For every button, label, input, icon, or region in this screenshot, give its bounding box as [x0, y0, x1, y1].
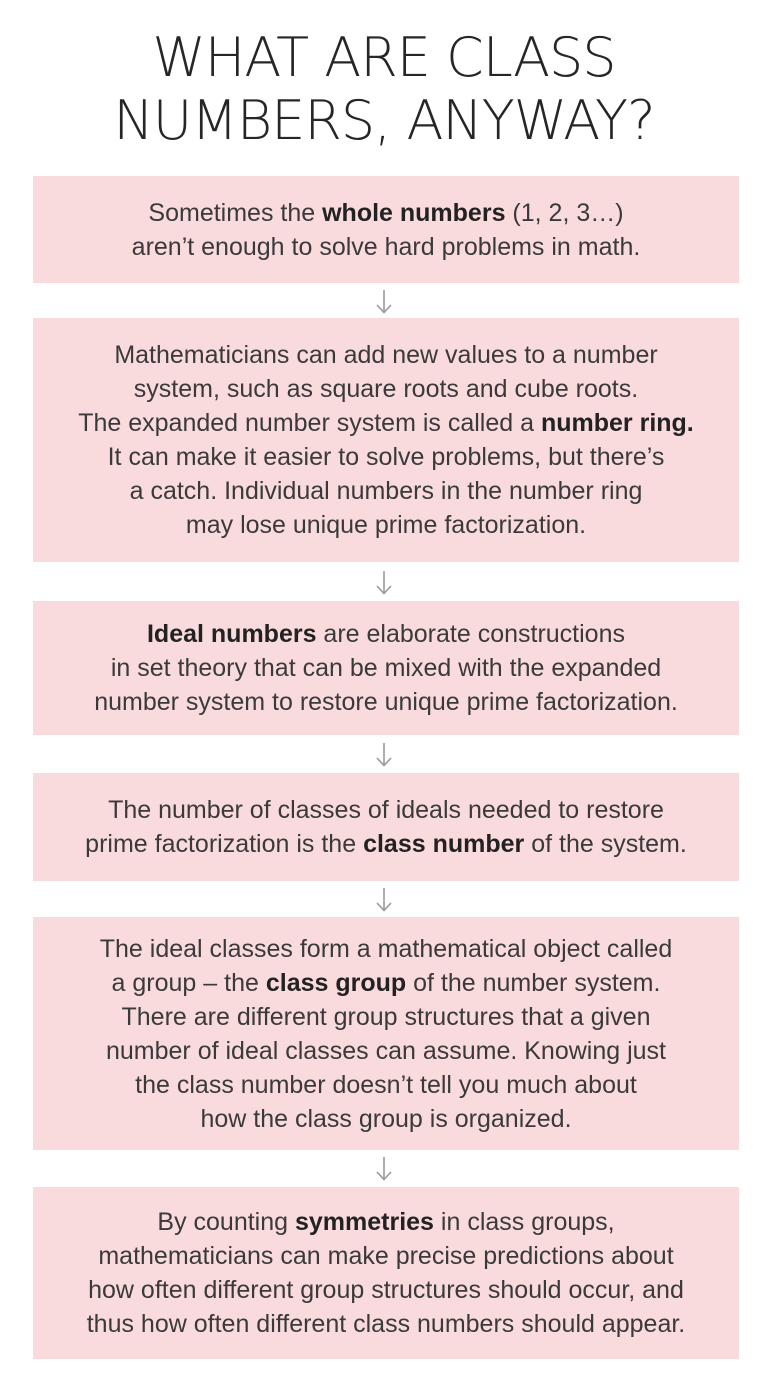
- key-term: class number: [363, 830, 525, 858]
- step-box-number-ring: [33, 318, 739, 562]
- step-text-line: [94, 685, 678, 719]
- step-box-whole-numbers: [33, 176, 739, 283]
- text-run: There are different group structures that a given: [121, 1002, 651, 1031]
- text-run: a catch. Individual numbers in the number ring: [129, 477, 643, 505]
- down-arrow-icon: [374, 289, 394, 315]
- step-text-line: [106, 1034, 666, 1068]
- step-text-line: [100, 932, 673, 966]
- step-text-line: [121, 1000, 650, 1034]
- text-run: The ideal classes form a mathematical object called: [99, 934, 673, 963]
- text-run: are elaborate constructions: [316, 620, 625, 648]
- text-run: number system to restore unique prime factorization.: [94, 688, 678, 716]
- key-term: Ideal numbers: [146, 620, 317, 648]
- text-run: prime factorization is the: [85, 830, 364, 858]
- step-text-line: [186, 508, 586, 542]
- text-run: (1, 2, 3…): [505, 198, 624, 227]
- step-text-line: [157, 1205, 614, 1239]
- step-box-class-group: [33, 917, 739, 1150]
- key-term: number ring.: [540, 409, 694, 437]
- key-term: class group: [265, 968, 407, 997]
- text-run: system, such as square roots and cube roots.: [133, 375, 639, 403]
- text-run: the class number doesn’t tell you much about: [135, 1070, 637, 1099]
- step-text-line: [78, 406, 694, 440]
- down-arrow-icon: [374, 1156, 394, 1182]
- step-text-line: [87, 1307, 686, 1341]
- step-text-line: [147, 617, 625, 651]
- text-run: of the system.: [524, 830, 687, 858]
- text-run: The number of classes of ideals needed to restore: [108, 796, 664, 824]
- down-arrow-icon: [374, 742, 394, 768]
- text-run: The expanded number system is called a: [78, 409, 541, 437]
- step-box-ideal-numbers: [33, 601, 739, 735]
- down-arrow-icon: [374, 887, 394, 913]
- step-text-line: [134, 372, 638, 406]
- step-text-line: [108, 440, 665, 474]
- text-run: may lose unique prime factorization.: [185, 511, 587, 539]
- step-text-line: [200, 1102, 571, 1136]
- down-arrow-icon: [374, 570, 394, 596]
- step-text-line: [112, 966, 661, 1000]
- text-run: in set theory that can be mixed with the expanded: [110, 654, 662, 682]
- step-text-line: [114, 338, 657, 372]
- text-run: aren’t enough to solve hard problems in math.: [131, 232, 641, 261]
- step-text-line: [148, 196, 623, 230]
- step-text-line: [132, 230, 641, 264]
- step-text-line: [130, 474, 643, 508]
- text-run: By counting: [157, 1208, 295, 1236]
- text-run: in class groups,: [433, 1208, 615, 1236]
- text-run: how the class group is organized.: [200, 1104, 572, 1133]
- step-text-line: [85, 827, 687, 861]
- step-text-line: [88, 1273, 684, 1307]
- key-term: whole numbers: [322, 198, 506, 227]
- text-run: a group – the: [111, 968, 266, 997]
- step-text-line: [108, 793, 664, 827]
- step-text-line: [135, 1068, 637, 1102]
- text-run: Sometimes the: [148, 198, 323, 227]
- title-line-2: NUMBERS, ANYWAY?: [113, 89, 655, 152]
- page-title: [0, 26, 768, 152]
- text-run: Mathematicians can add new values to a number: [114, 341, 658, 369]
- text-run: number of ideal classes can assume. Knowing just: [105, 1036, 666, 1065]
- step-text-line: [111, 651, 661, 685]
- text-run: of the number system.: [406, 968, 661, 997]
- title-line-1: WHAT ARE CLASS: [152, 26, 616, 89]
- text-run: how often different group structures should occur, and: [88, 1276, 684, 1304]
- step-box-class-number: [33, 773, 739, 881]
- step-text-line: [98, 1239, 673, 1273]
- step-box-symmetries: [33, 1187, 739, 1359]
- text-run: thus how often different class numbers should appear.: [86, 1310, 686, 1338]
- key-term: symmetries: [294, 1208, 434, 1236]
- text-run: mathematicians can make precise predictions about: [98, 1242, 674, 1270]
- text-run: It can make it easier to solve problems, but there’s: [107, 443, 665, 471]
